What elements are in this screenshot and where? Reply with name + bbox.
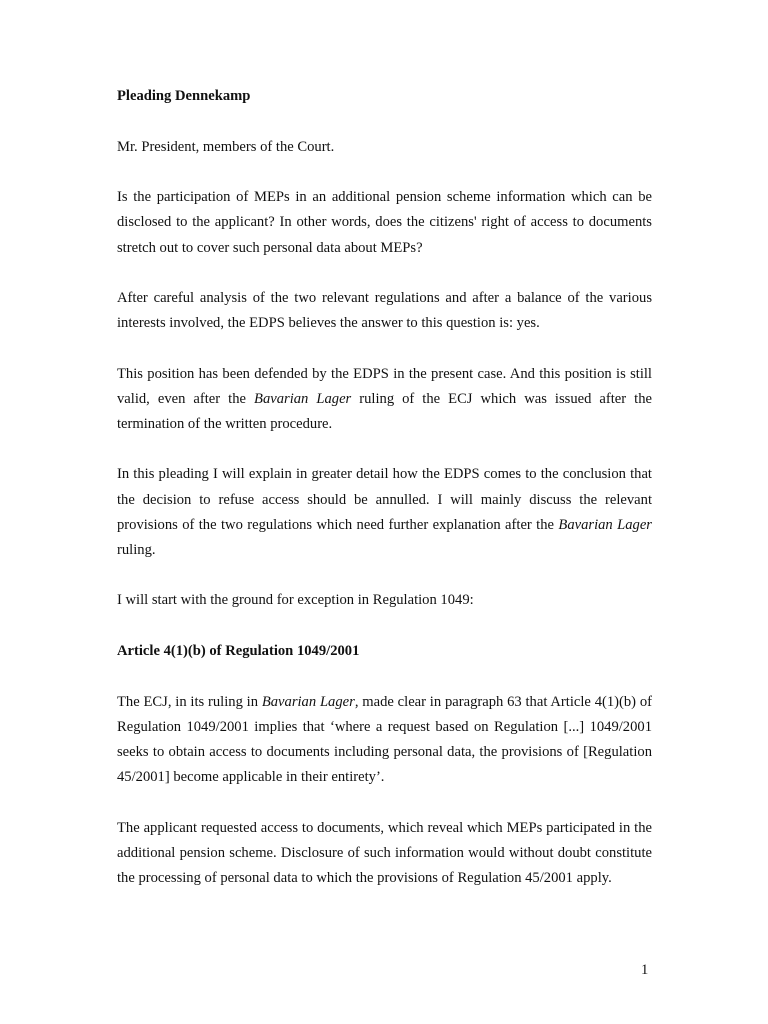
paragraph-6-text-b: , made clear in paragraph 63 that Article 4(1)(b) of Regulation 1049/2001 implies that ‘where a request based on Regulation [...] 1049/2001 seeks to obtain access to documents including personal data, the provisions of [Regulation 45/2001] become applicable in their entirety’.: [117, 693, 652, 786]
paragraph-3-text-b: ruling of the ECJ which was issued after the termination of the written procedure.: [117, 390, 652, 432]
document-page: [117, 84, 652, 916]
paragraph-4: [117, 462, 652, 563]
paragraph-1: Is the participation of MEPs in an additional pension scheme information which can be disclosed to the applicant? In other words, does the citizens' right of access to documents stretch out to cover such personal data about MEPs?: [117, 189, 652, 256]
paragraph-6-case-name: Bavarian Lager: [261, 693, 355, 710]
paragraph-3-text-a: This position has been defended by the EDPS in the present case. And this position is still valid, even after the: [117, 365, 652, 407]
paragraph-6: [117, 690, 652, 791]
paragraph-6-text-a: The ECJ, in its ruling in: [117, 693, 262, 710]
paragraph-2: After careful analysis of the two relevant regulations and after a balance of the various interests involved, the EDPS believes the answer to this question is: yes.: [117, 289, 652, 332]
paragraph-4-text-a: In this pleading I will explain in greater detail how the EDPS comes to the conclusion that the decision to refuse access should be annulled. I will mainly discuss the relevant provisions of the two regulations which need further explanation after the: [117, 466, 652, 533]
paragraph-7: The applicant requested access to documents, which reveal which MEPs participated in the additional pension scheme. Disclosure of such information would without doubt constitute the processing of personal data to which the provisions of Regulation 45/2001 apply.: [117, 819, 652, 886]
paragraph-3-case-name: Bavarian Lager: [254, 390, 352, 407]
section-heading: Article 4(1)(b) of Regulation 1049/2001: [117, 642, 360, 659]
paragraph-5: I will start with the ground for exception in Regulation 1049:: [117, 592, 474, 609]
document-title: Pleading Dennekamp: [117, 88, 251, 104]
paragraph-4-case-name: Bavarian Lager: [558, 516, 652, 533]
paragraph-4-text-b: ruling.: [117, 541, 156, 558]
paragraph-3: [117, 362, 652, 438]
page-number: 1: [641, 962, 649, 978]
salutation: Mr. President, members of the Court.: [117, 139, 335, 155]
